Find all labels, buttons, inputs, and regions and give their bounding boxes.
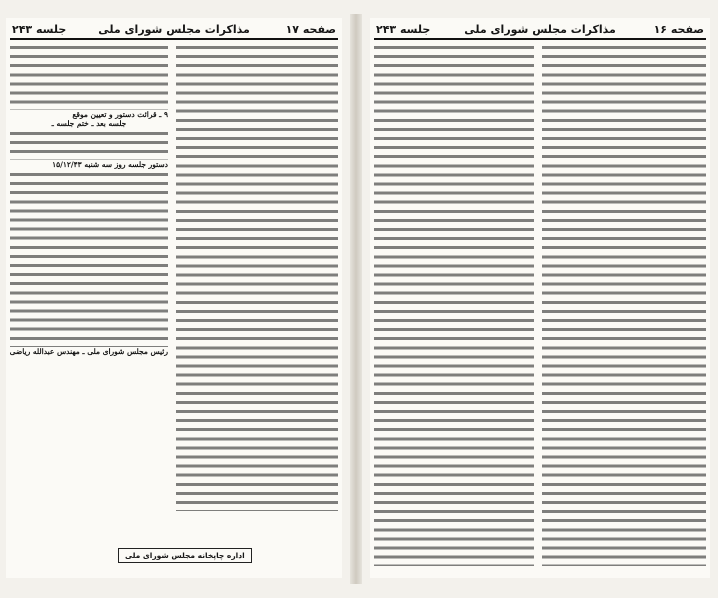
print-house-stamp: اداره چاپخانه مجلس شورای ملی [118,548,252,563]
right-page-session: جلسه ۲۴۳ [376,23,431,36]
agenda-heading: ۹ ـ قرائت دستور و تعیین موقع [72,110,168,119]
left-page-column-right [176,46,338,572]
right-page [370,18,710,578]
body-text-block [374,46,534,566]
body-text-block [176,46,338,511]
closing-line: دستور جلسه روز سه شنبه ۱۵/۱۲/۴۳ [52,160,168,170]
left-page-number: صفحه ۱۷ [285,23,336,36]
body-text-block [10,173,168,347]
right-page-title: مذاکرات مجلس شورای ملی [464,23,616,36]
right-page-column-left [374,46,534,572]
left-page [6,18,342,578]
right-page-column-right [542,46,706,572]
speaker-signature: رئیس مجلس شورای ملی ـ مهندس عبدالله ریاضی [10,347,168,357]
book-gutter [350,14,362,584]
left-page-header [10,22,338,40]
right-page-header [374,22,706,40]
recess-heading: جلسه بعد ـ ختم جلسه ـ [51,119,127,129]
left-page-title: مذاکرات مجلس شورای ملی [98,23,250,36]
left-page-column-left [10,46,168,572]
body-text-block [10,132,168,160]
body-text-block [10,46,168,110]
left-page-session: جلسه ۲۴۳ [12,23,67,36]
right-page-number: صفحه ۱۶ [653,23,704,36]
body-text-block [542,46,706,566]
